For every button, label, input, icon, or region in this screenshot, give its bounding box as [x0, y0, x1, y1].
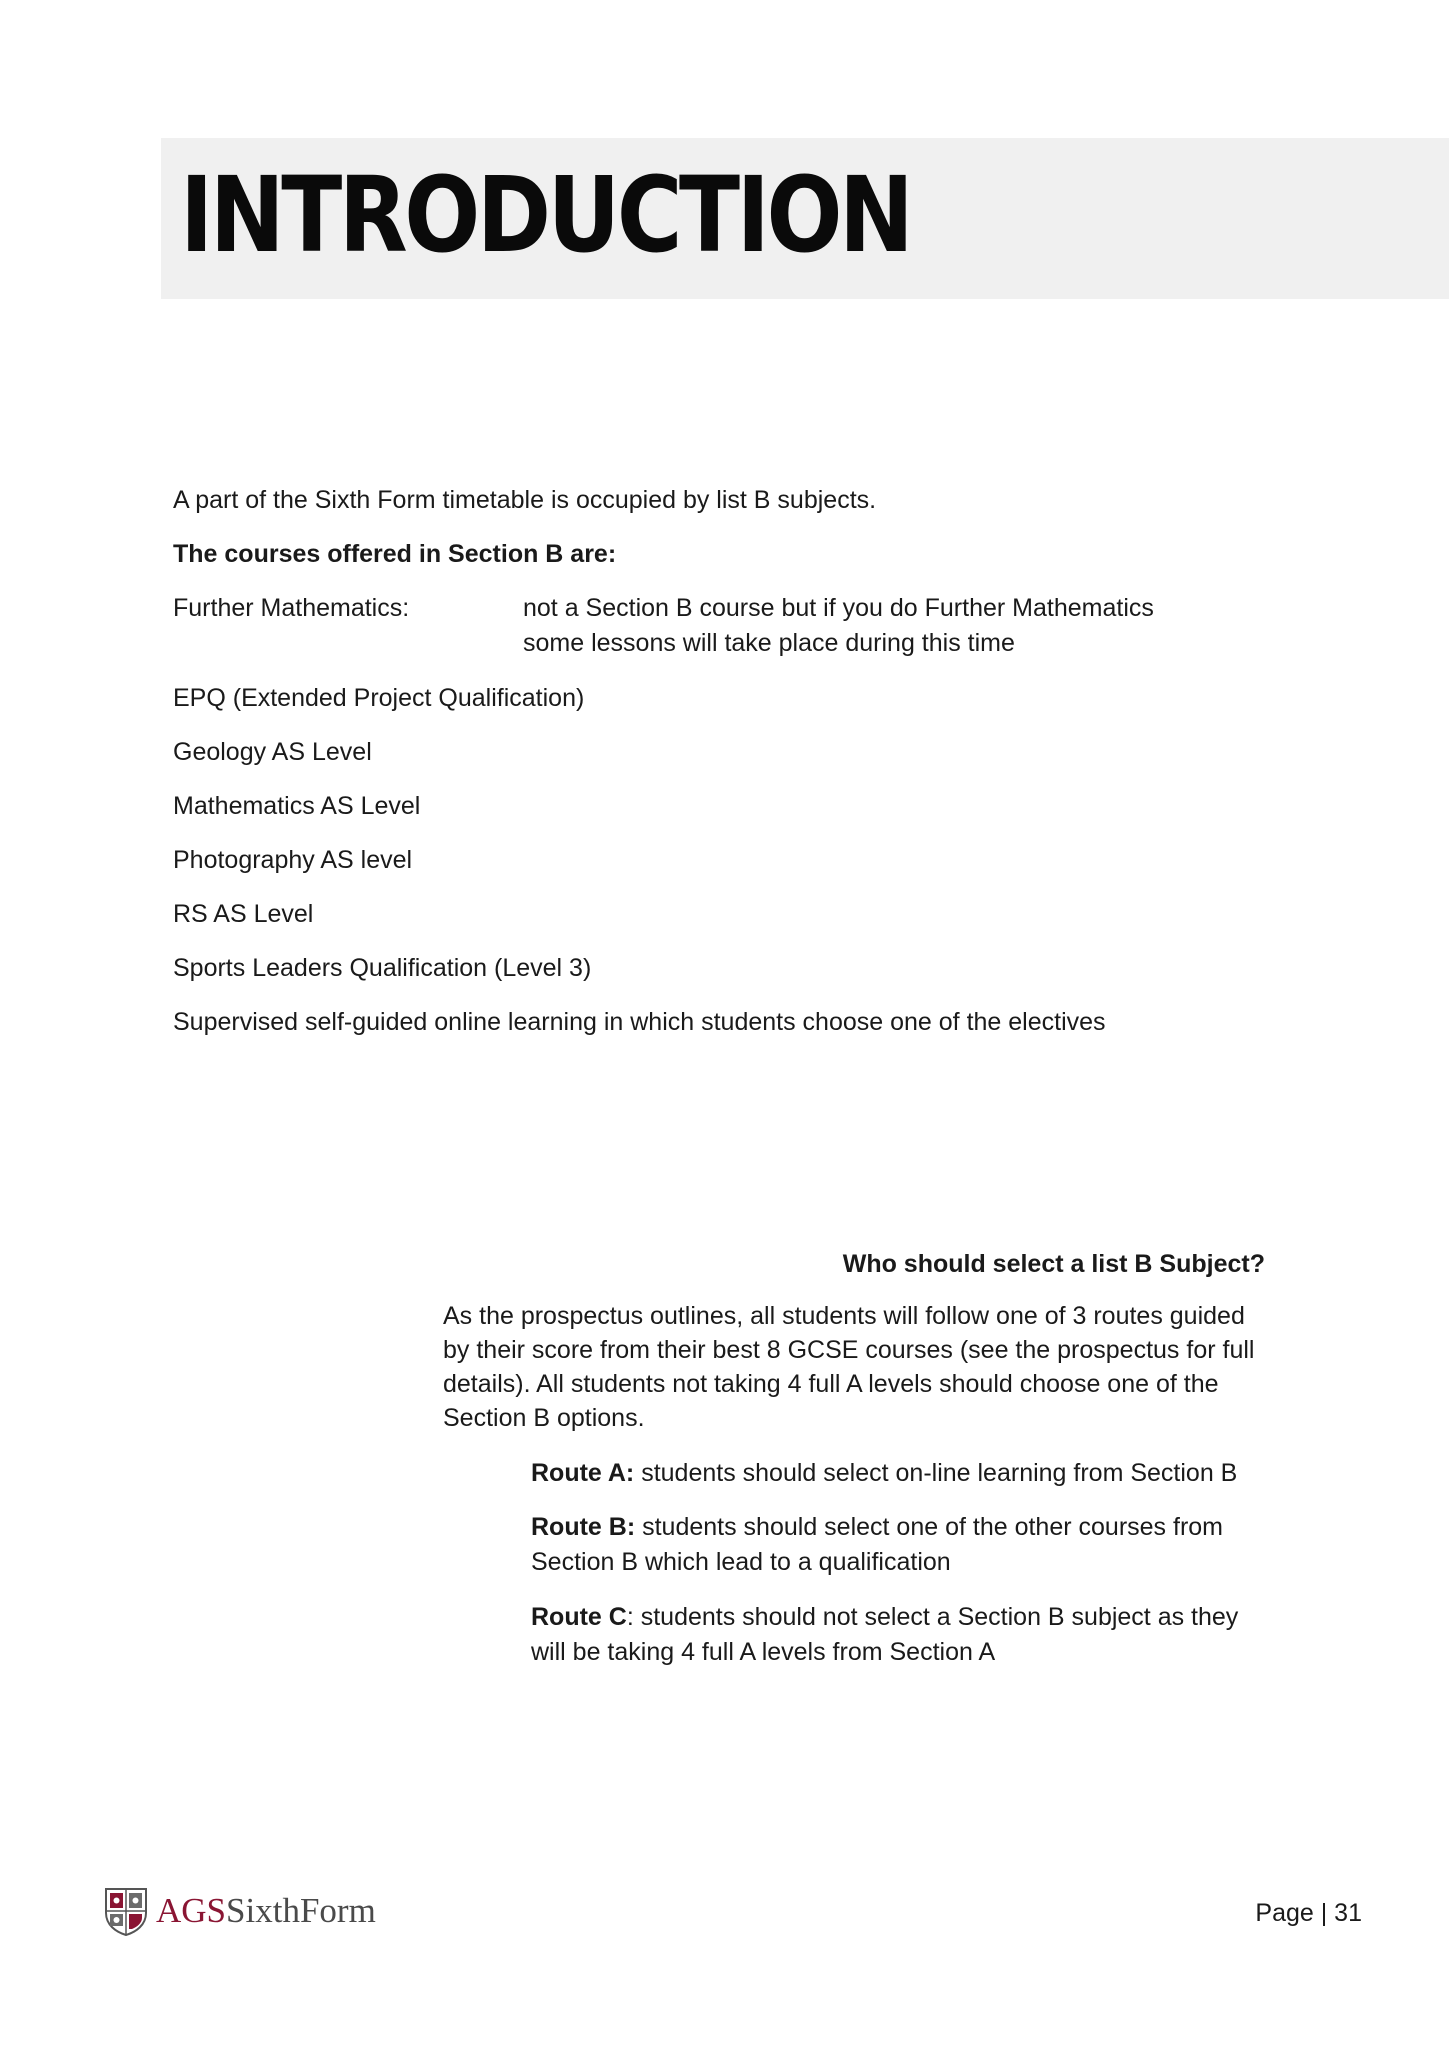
intro-paragraph: A part of the Sixth Form timetable is occupied by list B subjects.: [173, 486, 877, 514]
logo-text-sixthform: SixthForm: [226, 1891, 376, 1930]
route-a-label: Route A:: [531, 1459, 635, 1487]
who-paragraph-line: As the prospectus outlines, all students will follow one of 3 routes guided: [443, 1302, 1245, 1330]
course-item: Photography AS level: [173, 846, 413, 874]
logo-text: [156, 1891, 376, 1931]
further-maths-label: Further Mathematics:: [173, 594, 410, 622]
further-maths-note-line1: not a Section B course but if you do Further Mathematics: [523, 594, 1154, 622]
course-item: Supervised self-guided online learning in which students choose one of the electives: [173, 1008, 1106, 1036]
page-title: INTRODUCTION: [180, 154, 911, 276]
route-c-text: : students should not select a Section B subject as they: [626, 1603, 1239, 1631]
route-c-label: Route C: [531, 1603, 627, 1631]
route-b: [531, 1510, 1223, 1545]
route-a: [531, 1456, 1237, 1491]
course-item: Mathematics AS Level: [173, 792, 421, 820]
course-item: RS AS Level: [173, 900, 314, 928]
crest-icon: [102, 1885, 150, 1937]
title-band: [161, 138, 1449, 299]
route-b-text-line2: Section B which lead to a qualification: [531, 1548, 951, 1576]
course-item: Geology AS Level: [173, 738, 372, 766]
who-paragraph-line: details). All students not taking 4 full A levels should choose one of the: [443, 1370, 1219, 1398]
logo-text-ags: AGS: [156, 1891, 227, 1930]
route-c: [531, 1600, 1238, 1635]
who-paragraph-line: by their score from their best 8 GCSE courses (see the prospectus for full: [443, 1336, 1255, 1364]
route-b-text: students should select one of the other courses from: [642, 1513, 1223, 1541]
who-should-select-heading: Who should select a list B Subject?: [842, 1250, 1265, 1278]
route-b-label: Route B:: [531, 1513, 636, 1541]
footer-logo: [102, 1883, 376, 1939]
course-item: Sports Leaders Qualification (Level 3): [173, 954, 592, 982]
further-maths-note-line2: some lessons will take place during this time: [523, 629, 1015, 657]
courses-heading: The courses offered in Section B are:: [173, 540, 617, 568]
who-paragraph-line: Section B options.: [443, 1404, 645, 1432]
route-a-text: students should select on-line learning from Section B: [641, 1459, 1238, 1487]
page-number: Page | 31: [1255, 1899, 1362, 1927]
course-item: EPQ (Extended Project Qualification): [173, 684, 585, 712]
route-c-text-line2: will be taking 4 full A levels from Section A: [531, 1638, 996, 1666]
